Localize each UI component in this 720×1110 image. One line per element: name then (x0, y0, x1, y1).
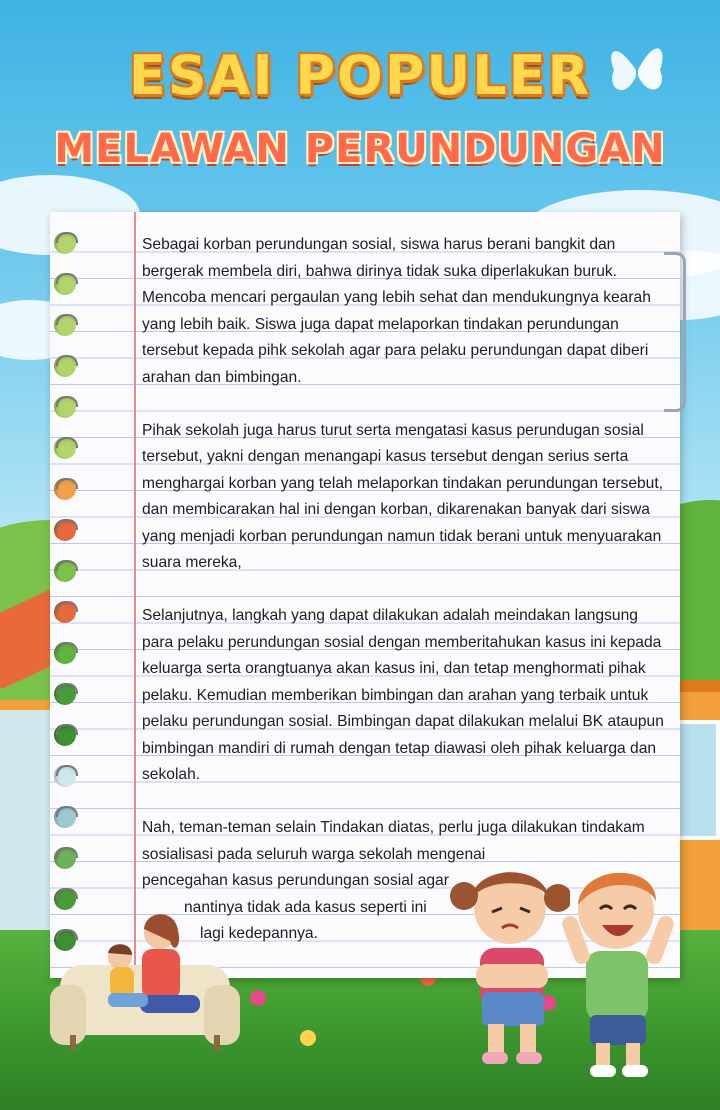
essay-line: Pihak sekolah juga harus turut serta mengatasi kasus perundugan sosial (142, 421, 644, 439)
binder-hole (54, 355, 76, 377)
laughing-boy-illustration (560, 855, 680, 1080)
binder-hole (54, 601, 76, 623)
binder-hole (54, 724, 76, 746)
page-title: ESAI POPULER (128, 44, 592, 107)
essay-line: tersebut kepada pihk sekolah agar para pelaku perundungan dapat diberi (142, 342, 649, 359)
family-sofa-illustration (50, 905, 240, 1055)
essay-line: Sebagai korban perundungan sosial, siswa harus berani bangkit dan (142, 236, 616, 253)
essay-line: sekolah. (142, 766, 201, 783)
binder-hole (54, 396, 76, 418)
essay-line: bergerak membela diri, bahwa dirinya tidak suka diperlakukan buruk. (142, 262, 617, 280)
essay-line: tersebut, yakni dengan menangapi kasus tersebut dengan serius serta (142, 448, 629, 465)
essay-line: Selanjutnya, langkah yang dapat dilakukan adalah meindakan langsung (142, 607, 638, 624)
flower (300, 1030, 316, 1046)
page-subtitle: MELAWAN PERUNDUNGAN (54, 126, 666, 172)
binder-hole (54, 273, 76, 295)
binder-hole (54, 806, 76, 828)
binder-hole (54, 642, 76, 664)
essay-line: pencegahan kasus perundungan sosial agar (142, 872, 449, 889)
essay-line: pelaku perundungan sosial. Bimbingan dapat dilakukan melalui BK ataupun (142, 713, 664, 730)
binder-hole (54, 560, 76, 582)
binder-hole (54, 478, 76, 500)
binder-hole (54, 847, 76, 869)
essay-line: para pelaku perundungan sosial dengan memberitahukan kasus ini kepada (142, 633, 662, 651)
angry-girl-illustration (440, 852, 570, 1072)
essay-line: bimbingan mandiri di rumah dengan tetap diawasi oleh pihak keluarga dan (142, 739, 657, 757)
margin-line (134, 212, 136, 978)
essay-paragraph-2 (142, 418, 672, 577)
binder-hole (54, 437, 76, 459)
essay-line: yang lebih baik. Siswa juga dapat melaporkan tindakan perundungan (142, 315, 619, 333)
binder-hole (54, 765, 76, 787)
essay-line: suara mereka, (142, 554, 242, 571)
essay-line: yang menjadi korban perundungan namun tidak berani untuk menyuarakan (142, 527, 662, 545)
essay-line: Mencoba mencari pergaulan yang lebih sehat dan mendukungnya kearah (142, 289, 651, 306)
essay-line: lagi kedepannya. (200, 925, 318, 942)
binder-hole (54, 519, 76, 541)
essay-line: keluarga serta orangtuanya akan kasus ini, dan tetap menghormati pihak (142, 660, 646, 677)
flower (250, 990, 266, 1006)
binder-holes (54, 232, 78, 972)
binder-hole (54, 314, 76, 336)
essay-line: pelaku. Kemudian memberikan bimbingan dan arahan yang terbaik untuk (142, 686, 649, 704)
essay-line: menghargai korban yang telah melaporkan tindakan perundungan tersebut, (142, 474, 664, 492)
essay-line: nantinya tidak ada kasus seperti ini (184, 898, 427, 916)
binder-hole (54, 232, 76, 254)
essay-paragraph-1 (142, 232, 672, 391)
essay-paragraph-3 (142, 603, 672, 789)
essay-line: arahan dan bimbingan. (142, 368, 302, 386)
essay-line: Nah, teman-teman selain Tindakan diatas, perlu juga dilakukan tindakam (142, 819, 645, 836)
essay-line: dan membicarakan hal ini dengan korban, dikarenakan banyak dari siswa (142, 501, 650, 518)
essay-line: sosialisasi pada seluruh warga sekolah mengenai (142, 845, 486, 863)
binder-hole (54, 683, 76, 705)
